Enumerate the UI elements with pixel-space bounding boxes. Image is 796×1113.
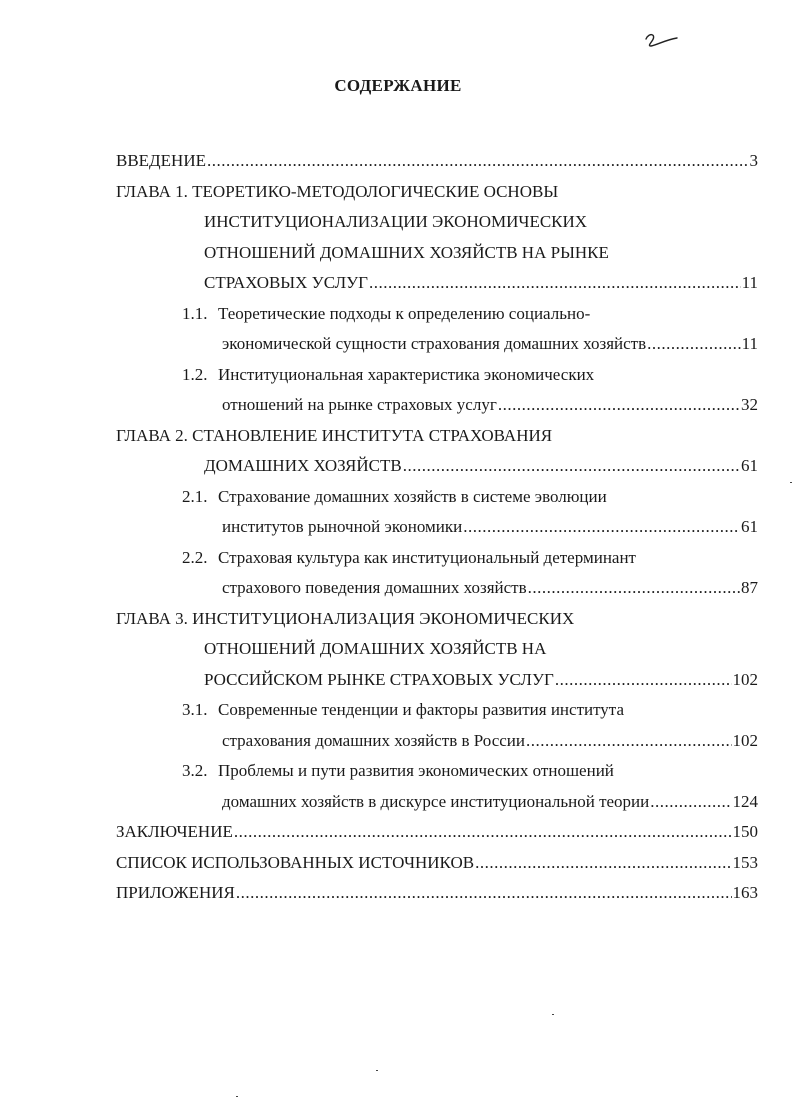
toc-chapter-entry <box>116 146 758 177</box>
toc-chapter-entry <box>116 421 758 482</box>
toc-entry-line <box>116 360 758 391</box>
toc-chapter-entry <box>116 604 758 696</box>
dot-leader <box>463 512 740 543</box>
toc-page-number: 11 <box>741 273 758 292</box>
page-title: СОДЕРЖАНИЕ <box>334 76 462 95</box>
toc-entry-line <box>116 268 758 299</box>
toc-section-entry <box>116 695 758 756</box>
dot-leader <box>528 573 740 604</box>
toc-entry-line <box>116 207 758 238</box>
toc-entry-text: ОТНОШЕНИЙ ДОМАШНИХ ХОЗЯЙСТВ НА <box>204 639 547 658</box>
toc-entry-text: ГЛАВА 3. ИНСТИТУЦИОНАЛИЗАЦИЯ ЭКОНОМИЧЕСКИХ <box>116 608 575 628</box>
toc-entry-text: Страховая культура как институциональный детерминант <box>218 547 636 567</box>
dot-leader <box>475 848 731 879</box>
toc-page-number: 153 <box>732 852 758 872</box>
toc-section-number: 1.2. <box>182 364 208 384</box>
toc-entry-text: институтов рыночной экономики <box>222 517 463 536</box>
toc-page-number: 3 <box>749 151 758 170</box>
toc-entry-text: страхования домашних хозяйств в России <box>222 730 525 750</box>
toc-page-number: 150 <box>732 822 758 841</box>
dot-leader <box>555 665 732 696</box>
toc-entry-line <box>116 421 758 452</box>
toc-entry-line <box>116 817 758 848</box>
toc-entry-line <box>116 604 758 635</box>
toc-entry-line <box>116 451 758 482</box>
scan-speck <box>376 1070 378 1071</box>
toc-entry-line <box>116 177 758 208</box>
dot-leader <box>369 268 741 299</box>
toc-entry-text: ПРИЛОЖЕНИЯ <box>116 883 235 902</box>
toc-chapter-entry <box>116 878 758 909</box>
toc-entry-text: Проблемы и пути развития экономических отношений <box>218 761 614 780</box>
toc-chapter-entry <box>116 848 758 879</box>
toc-entry-text: ГЛАВА 2. СТАНОВЛЕНИЕ ИНСТИТУТА СТРАХОВАНИЯ <box>116 425 553 445</box>
dot-leader <box>234 817 732 848</box>
dot-leader <box>647 329 741 360</box>
toc-entry-line <box>116 573 758 604</box>
toc-entry-text: СПИСОК ИСПОЛЬЗОВАННЫХ ИСТОЧНИКОВ <box>116 852 475 872</box>
toc-entry-text: ГЛАВА 1. ТЕОРЕТИКО-МЕТОДОЛОГИЧЕСКИЕ ОСНОВЫ <box>116 181 559 201</box>
toc-section-number: 1.1. <box>182 303 208 323</box>
toc-section-number: 3.1. <box>182 700 208 719</box>
toc-entry-text: Современные тенденции и факторы развития института <box>218 700 624 719</box>
toc-page-number: 32 <box>741 395 758 414</box>
toc-entry-text: ИНСТИТУЦИОНАЛИЗАЦИИ ЭКОНОМИЧЕСКИХ <box>204 212 588 231</box>
toc-entry-line <box>116 634 758 665</box>
dot-leader <box>526 726 732 757</box>
toc-entry-text: СТРАХОВЫХ УСЛУГ <box>204 273 369 292</box>
toc-entry-text: ОТНОШЕНИЙ ДОМАШНИХ ХОЗЯЙСТВ НА РЫНКЕ <box>204 242 609 262</box>
toc-entry-text: Теоретические подходы к определению социально- <box>218 303 591 323</box>
toc-entry-text: ВВЕДЕНИЕ <box>116 151 206 170</box>
toc-page-number: 102 <box>732 730 758 750</box>
toc-chapter-entry <box>116 177 758 299</box>
toc-entry-line <box>116 512 758 543</box>
toc-entry-text: отношений на рынке страховых услуг <box>222 395 497 414</box>
toc-entry-text: РОССИЙСКОМ РЫНКЕ СТРАХОВЫХ УСЛУГ <box>204 669 554 689</box>
toc-entry-line <box>116 299 758 330</box>
toc-entry-text: экономической сущности страхования домашних хозяйств <box>222 334 647 353</box>
toc-section-number: 3.2. <box>182 761 208 780</box>
toc-entry-text: ДОМАШНИХ ХОЗЯЙСТВ <box>204 456 402 475</box>
toc-entry-line <box>116 665 758 696</box>
toc-page-number: 163 <box>732 883 758 902</box>
toc-entry-line <box>116 482 758 513</box>
toc-section-number: 2.2. <box>182 547 208 567</box>
toc-entry-line <box>116 146 758 177</box>
toc-section-entry <box>116 360 758 421</box>
toc-section-number: 2.1. <box>182 486 208 506</box>
toc-section-entry <box>116 543 758 604</box>
toc-page-number: 11 <box>741 334 758 353</box>
toc-entry-line <box>116 726 758 757</box>
dot-leader <box>498 390 740 421</box>
toc-entry-line <box>116 329 758 360</box>
toc-entry-line <box>116 756 758 787</box>
toc-entry-text: домашних хозяйств в дискурсе институциональной теории <box>222 791 650 811</box>
toc-entry-line <box>116 543 758 574</box>
toc-page-number: 87 <box>741 578 758 597</box>
toc-page-number: 61 <box>741 456 758 475</box>
table-of-contents <box>116 146 758 909</box>
toc-section-entry <box>116 299 758 360</box>
toc-page-number: 124 <box>732 791 758 811</box>
toc-entry-line <box>116 695 758 726</box>
toc-entry-text: ЗАКЛЮЧЕНИЕ <box>116 822 233 841</box>
scan-speck <box>236 1096 238 1097</box>
toc-chapter-entry <box>116 817 758 848</box>
toc-section-entry <box>116 756 758 817</box>
dot-leader <box>236 878 732 909</box>
dot-leader <box>403 451 740 482</box>
toc-entry-line <box>116 238 758 269</box>
toc-entry-line <box>116 390 758 421</box>
toc-page-number: 61 <box>741 517 758 536</box>
dot-leader <box>207 146 749 177</box>
toc-page-number: 102 <box>732 669 758 689</box>
scan-speck <box>552 1014 554 1015</box>
toc-entry-line <box>116 848 758 879</box>
handwritten-page-number <box>643 30 683 52</box>
toc-entry-text: Институциональная характеристика экономических <box>218 364 595 384</box>
dot-leader <box>650 787 731 818</box>
scan-speck <box>790 482 792 483</box>
toc-section-entry <box>116 482 758 543</box>
toc-entry-line <box>116 878 758 909</box>
toc-entry-text: Страхование домашних хозяйств в системе эволюции <box>218 486 607 506</box>
toc-entry-line <box>116 787 758 818</box>
toc-entry-text: страхового поведения домашних хозяйств <box>222 578 527 597</box>
